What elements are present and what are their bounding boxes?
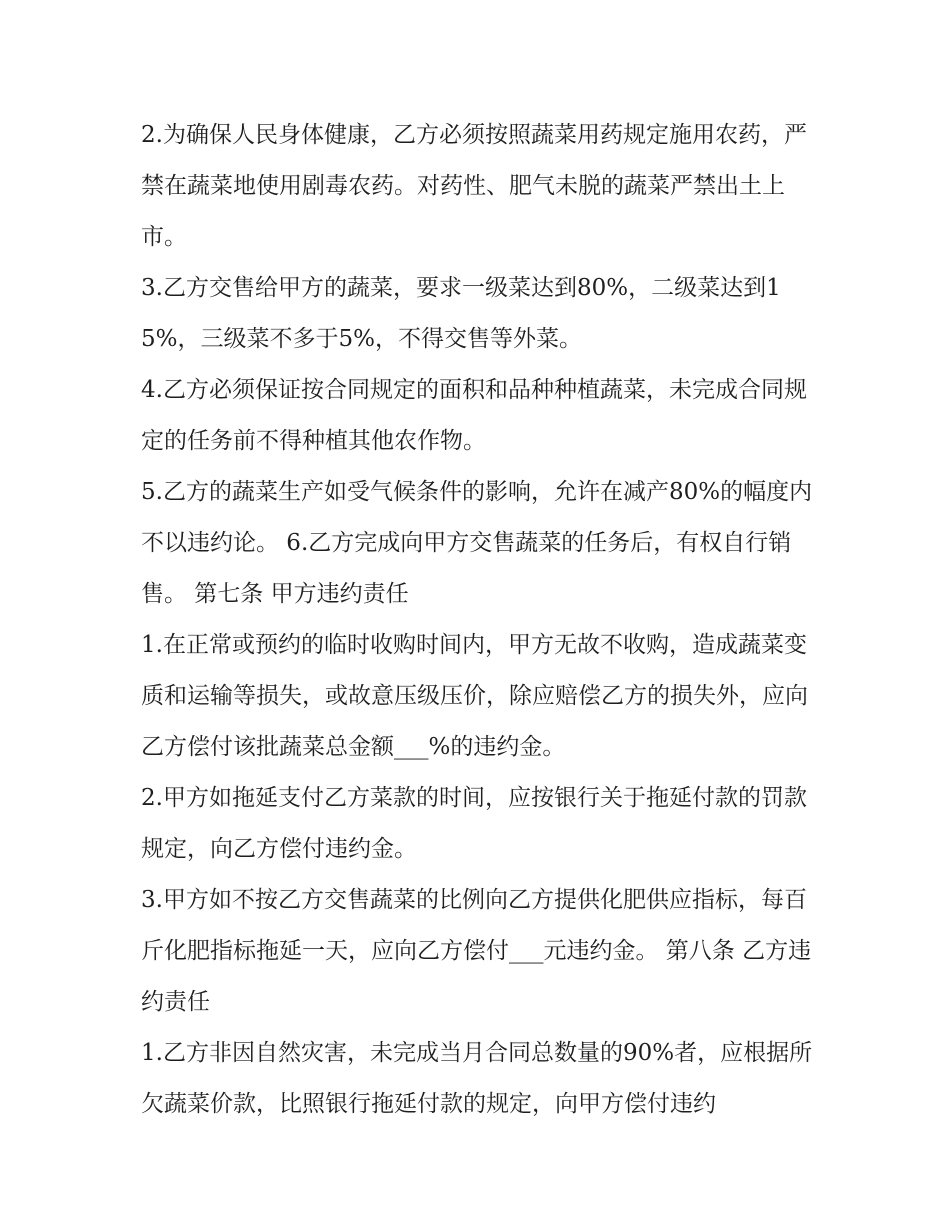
paragraph-party-a-fertilizer: 3.甲方如不按乙方交售蔬菜的比例向乙方提供化肥供应指标，每百斤化肥指标拖延一天，应向乙方偿付___元违约金。 第八条 乙方违约责任 — [141, 887, 812, 1015]
paragraph-party-a-purchase-breach: 1.在正常或预约的临时收购时间内，甲方无故不收购，造成蔬菜变质和运输等损失，或故意压级压价，除应赔偿乙方的损失外，应向乙方偿付该批蔬菜总金额___%的违约金。 — [141, 632, 808, 760]
paragraph-party-a-payment-delay: 2.甲方如拖延支付乙方菜款的时间，应按银行关于拖延付款的罚款规定，向乙方偿付违约金。 — [141, 785, 807, 862]
paragraph-grade-ratio: 3.乙方交售给甲方的蔬菜，要求一级菜达到80%，二级菜达到15%，三级菜不多于5%，不得交售等外菜。 — [141, 275, 781, 352]
paragraph-weather-clause: 5.乙方的蔬菜生产如受气候条件的影响，允许在减产80%的幅度内不以违约论。 6.乙方完成向甲方交售蔬菜的任务后，有权自行销售。 第七条 甲方违约责任 — [141, 479, 813, 607]
paragraph-planting-area: 4.乙方必须保证按合同规定的面积和品种种植蔬菜，未完成合同规定的任务前不得种植其他农作物。 — [141, 377, 807, 454]
paragraph-party-b-shortfall: 1.乙方非因自然灾害，未完成当月合同总数量的90%者，应根据所欠蔬菜价款，比照银行拖延付款的规定，向甲方偿付违约 — [141, 1040, 813, 1117]
paragraph-pesticide-rule: 2.为确保人民身体健康，乙方必须按照蔬菜用药规定施用农药，严禁在蔬菜地使用剧毒农药。对药性、肥气未脱的蔬菜严禁出土上市。 — [141, 122, 807, 250]
document-body — [141, 110, 821, 1130]
